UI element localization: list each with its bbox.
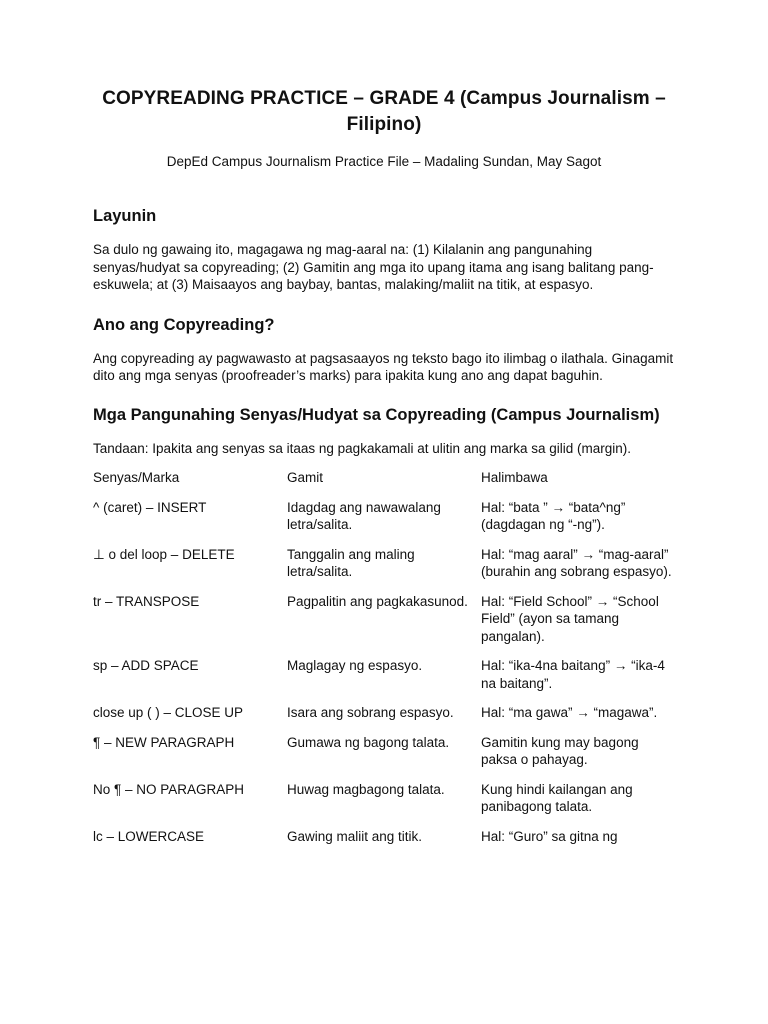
table-cell-senyas: ^ (caret) – INSERT: [93, 499, 207, 515]
table-cell-halimbawa: Hal: “Field School” → “School Field” (ayon sa tamang pangalan).: [481, 593, 659, 644]
section-note-tandaan: Tandaan: Ipakita ang senyas sa itaas ng pagkakamali at ulitin ang marka sa gilid (margin).: [93, 440, 632, 456]
table-cell-senyas: ¶ – NEW PARAGRAPH: [93, 734, 235, 750]
table-cell-halimbawa: Hal: “bata ” → “bata^ng” (dagdagan ng “-ng”).: [481, 499, 626, 532]
section-heading-layunin: Layunin: [93, 207, 157, 225]
table-cell-halimbawa: Kung hindi kailangan ang panibagong talata.: [481, 781, 633, 814]
table-header-senyas: Senyas/Marka: [93, 470, 180, 485]
document-page: [93, 86, 675, 857]
section-body-ano-ang-copyreading: Ang copyreading ay pagwawasto at pagsasaayos ng teksto bago ito ilimbag o ilathala. Ginagamit dito ang mga senyas (proofreader’s marks) para ipakita kung ano ang dapat baguhin.: [93, 350, 674, 383]
table-row: [93, 734, 675, 781]
table-cell-gamit: Isara ang sobrang espasyo.: [287, 705, 454, 720]
table-cell-halimbawa: Hal: “ma gawa” → “magawa”.: [481, 705, 658, 720]
copyreading-marks-table: [93, 469, 675, 857]
table-cell-senyas: sp – ADD SPACE: [93, 658, 199, 673]
table-cell-halimbawa: Hal: “Guro” sa gitna ng: [481, 828, 618, 844]
table-row: [93, 657, 675, 704]
table-cell-halimbawa: Hal: “ika-4na baitang” → “ika-4 na baitang”.: [481, 658, 665, 691]
table-cell-gamit: Tanggalin ang maling letra/salita.: [287, 546, 415, 579]
section-body-layunin: Sa dulo ng gawaing ito, magagawa ng mag-aaral na: (1) Kilalanin ang pangunahing senyas/hudyat sa copyreading; (2) Gamitin ang mga ito upang itama ang isang balitang pang-eskuwela; at (3) Maisaayos ang baybay, bantas, malaking/maliit na titik, at espasyo.: [93, 242, 654, 292]
table-cell-gamit: Gumawa ng bagong talata.: [287, 734, 450, 750]
table-cell-senyas: ⊥ o del loop – DELETE: [93, 546, 235, 562]
section-heading-senyas: Mga Pangunahing Senyas/Hudyat sa Copyreading (Campus Journalism): [93, 405, 660, 424]
table-cell-halimbawa: Hal: “mag aaral” → “mag-aaral” (burahin ang sobrang espasyo).: [481, 546, 672, 579]
table-cell-senyas: No ¶ – NO PARAGRAPH: [93, 781, 245, 797]
table-cell-halimbawa: Gamitin kung may bagong paksa o pahayag.: [481, 734, 639, 767]
table-cell-gamit: Maglagay ng espasyo.: [287, 658, 423, 673]
table-cell-gamit: Huwag magbagong talata.: [287, 781, 445, 797]
table-row: [93, 781, 675, 828]
table-header-halimbawa: Halimbawa: [481, 470, 548, 485]
table-row: [93, 593, 675, 658]
table-cell-senyas: close up ( ) – CLOSE UP: [93, 705, 244, 720]
table-cell-senyas: tr – TRANSPOSE: [93, 593, 200, 609]
table-cell-gamit: Idagdag ang nawawalang letra/salita.: [287, 499, 441, 532]
table-row: [93, 704, 675, 734]
table-row: [93, 828, 675, 858]
document-subtitle: DepEd Campus Journalism Practice File – Madaling Sundan, May Sagot: [166, 154, 602, 169]
table-header-gamit: Gamit: [287, 470, 324, 485]
table-row: [93, 499, 675, 546]
table-row: [93, 546, 675, 593]
table-cell-gamit: Pagpalitin ang pagkakasunod.: [287, 593, 468, 609]
section-heading-ano-ang-copyreading: Ano ang Copyreading?: [93, 315, 275, 334]
table-cell-gamit: Gawing maliit ang titik.: [287, 828, 423, 844]
document-title: COPYREADING PRACTICE – GRADE 4 (Campus Journalism – Filipino): [102, 88, 666, 135]
table-cell-senyas: lc – LOWERCASE: [93, 828, 205, 844]
table-header-row: [93, 469, 675, 499]
